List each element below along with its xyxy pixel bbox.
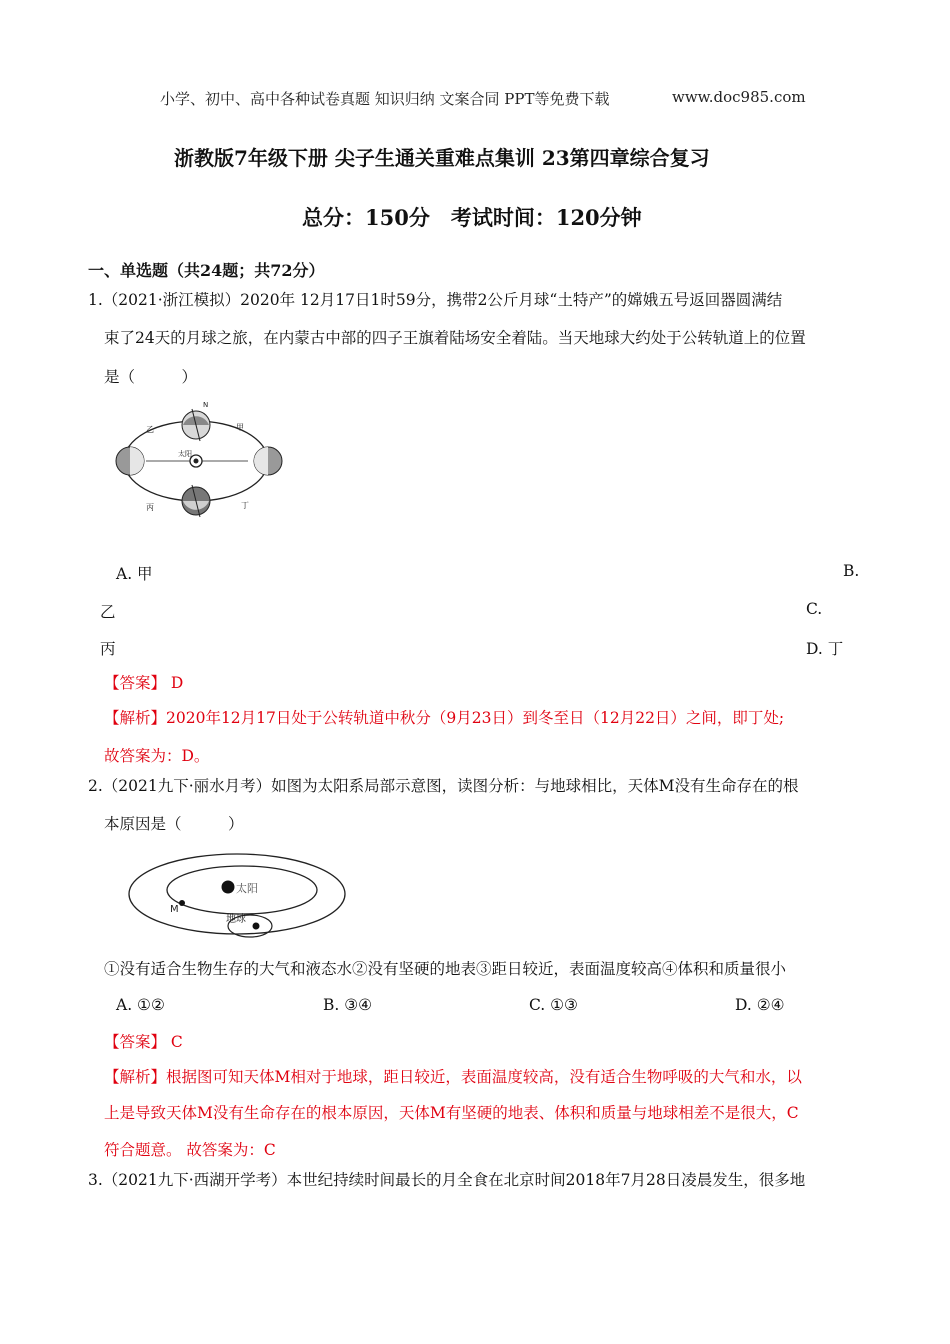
q2-statements: ①没有适合生物生存的大气和液态水②没有坚硬的地表③距日较近，表面温度较高④体积和质量很小 [104, 960, 787, 978]
earth-left-icon [116, 447, 144, 475]
q1-option-b-text: 乙 [100, 603, 116, 621]
q1-north-label: N [203, 401, 209, 409]
q2-analysis-line3: 符合题意。 故答案为：C [104, 1141, 276, 1159]
q1-pos-yi: 乙 [146, 425, 154, 434]
site-header-url[interactable]: www.doc985.com [672, 88, 806, 106]
q2-option-d[interactable]: D. ②④ [735, 996, 785, 1014]
site-header-left: 小学、初中、高中各种试卷真题 知识归纳 文案合同 PPT等免费下载 [160, 90, 610, 108]
q2-m-label: M [170, 904, 179, 915]
sun-icon [222, 881, 235, 894]
q2-earth-label: 地球 [226, 914, 246, 925]
earth-top-icon [182, 409, 210, 441]
q1-pos-bing: 丙 [146, 503, 154, 512]
q2-option-a[interactable]: A. ①② [116, 996, 165, 1014]
section-heading: 一、单选题（共24题；共72分） [88, 261, 325, 280]
q2-answer: 【答案】 C [104, 1033, 183, 1051]
q1-option-d[interactable]: D. 丁 [806, 640, 844, 658]
q1-orbit-diagram [108, 398, 298, 522]
q1-option-b[interactable]: B. [843, 562, 860, 580]
q3-line1: 3.（2021九下·西湖开学考）本世纪持续时间最长的月全食在北京时间2018年7月28日凌晨发生，很多地 [88, 1171, 806, 1189]
earth-icon [253, 923, 260, 930]
q1-answer: 【答案】 D [104, 674, 184, 692]
q1-line2: 束了24天的月球之旅，在内蒙古中部的四子王旗着陆场安全着陆。当天地球大约处于公转轨道上的位置 [104, 329, 806, 347]
q2-line1: 2.（2021九下·丽水月考）如图为太阳系局部示意图，读图分析：与地球相比，天体M没有生命存在的根 [88, 777, 799, 795]
planet-m-icon [179, 900, 185, 906]
q2-option-b[interactable]: B. ③④ [323, 996, 373, 1014]
q1-analysis-line2: 故答案为：D。 [104, 747, 210, 765]
q1-option-c[interactable]: C. [806, 600, 823, 618]
q1-line1: 1.（2021·浙江模拟）2020年 12月17日1时59分，携带2公斤月球“土特产”的嫦娥五号返回器圆满结 [88, 291, 783, 309]
q2-option-c[interactable]: C. ①③ [529, 996, 578, 1014]
q2-analysis-line2: 上是导致天体M没有生命存在的根本原因，天体M有坚硬的地表、体积和质量与地球相差不是很大，C [104, 1104, 799, 1122]
q1-line3: 是（ ） [104, 368, 198, 386]
score-line: 总分：150分 考试时间：120分钟 [302, 205, 642, 230]
q1-option-a[interactable]: A. 甲 [116, 565, 153, 583]
q2-line2: 本原因是（ ） [104, 815, 244, 833]
earth-right-icon [254, 447, 282, 475]
document-title: 浙教版7年级下册 尖子生通关重难点集训 23第四章综合复习 [174, 146, 710, 170]
q2-solar-system-diagram [122, 850, 352, 950]
q1-pos-jia: 甲 [236, 423, 244, 432]
q1-option-c-text: 丙 [100, 640, 116, 658]
q1-sun-label: 太阳 [178, 450, 192, 458]
q1-pos-ding: 丁 [241, 501, 249, 510]
q1-analysis-line1: 【解析】2020年12月17日处于公转轨道中秋分（9月23日）到冬至日（12月22日）之间，即丁处; [104, 709, 785, 727]
q2-sun-label: 太阳 [236, 882, 258, 895]
q2-analysis-line1: 【解析】根据图可知天体M相对于地球，距日较近，表面温度较高，没有适合生物呼吸的大气和水，以 [104, 1068, 802, 1086]
earth-bottom-icon [182, 485, 210, 517]
